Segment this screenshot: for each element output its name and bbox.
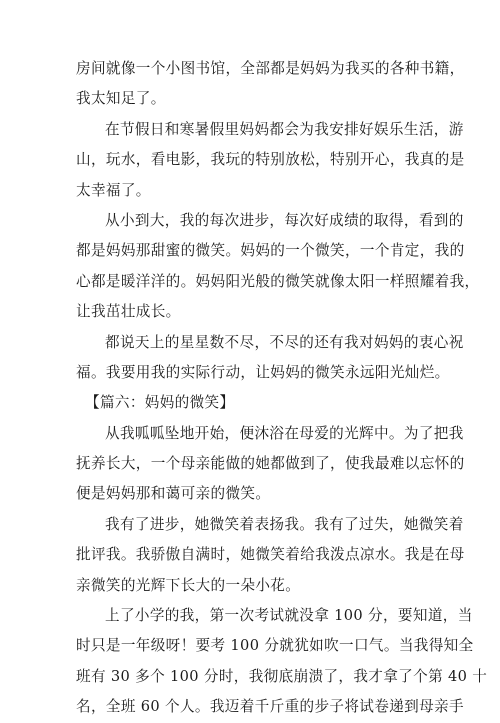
text-line: 名，全班 60 个人。我迈着千斤重的步子将试卷递到母亲手 bbox=[76, 698, 464, 716]
text-line: 心都是暖洋洋的。妈妈阳光般的微笑就像太阳一样照耀着我， bbox=[76, 272, 480, 290]
text-line: 福。我要用我的实际行动，让妈妈的微笑永远阳光灿烂。 bbox=[76, 363, 450, 381]
paragraph-start-line: 从小到大，我的每次进步，每次好成绩的取得，看到的 bbox=[105, 211, 464, 229]
paragraph-start-line: 上了小学的我，第一次考试就没拿 100 分，要知道，当 bbox=[105, 607, 473, 625]
text-line: 抚养长大，一个母亲能做的她都做到了，使我最难以忘怀的 bbox=[76, 455, 465, 473]
document-page bbox=[76, 54, 488, 723]
text-line: 房间就像一个小图书馆，全部都是妈妈为我买的各种书籍， bbox=[76, 60, 465, 77]
text-line: 时只是一年级呀！要考 100 分就犹如吹一口气。当我得知全 bbox=[76, 637, 474, 655]
section-heading: 【篇六：妈妈的微笑】 bbox=[85, 394, 235, 412]
paragraph-start-line: 都说天上的星星数不尽，不尽的还有我对妈妈的衷心祝 bbox=[105, 333, 464, 351]
text-line: 班有 30 多个 100 分时，我彻底崩溃了，我才拿了个第 40 十 bbox=[76, 667, 488, 685]
paragraph-start-line: 我有了进步，她微笑着表扬我。我有了过失，她微笑着 bbox=[105, 515, 464, 533]
text-line: 山，玩水，看电影，我玩的特别放松，特别开心，我真的是 bbox=[76, 151, 465, 169]
text-line: 便是妈妈那和蔼可亲的微笑。 bbox=[76, 485, 271, 503]
text-line: 批评我。我骄傲自满时，她微笑着给我泼点凉水。我是在母 bbox=[76, 546, 465, 564]
paragraph-start-line: 从我呱呱坠地开始，便沐浴在母爱的光辉中。为了把我 bbox=[105, 424, 464, 442]
text-line: 让我茁壮成长。 bbox=[76, 303, 181, 321]
paragraph-start-line: 在节假日和寒暑假里妈妈都会为我安排好娱乐生活，游 bbox=[105, 120, 464, 138]
text-line: 我太知足了。 bbox=[76, 90, 166, 108]
text-line: 亲微笑的光辉下长大的一朵小花。 bbox=[76, 576, 301, 594]
text-line: 都是妈妈那甜蜜的微笑。妈妈的一个微笑，一个肯定，我的 bbox=[76, 242, 465, 260]
text-line: 太幸福了。 bbox=[76, 181, 151, 199]
